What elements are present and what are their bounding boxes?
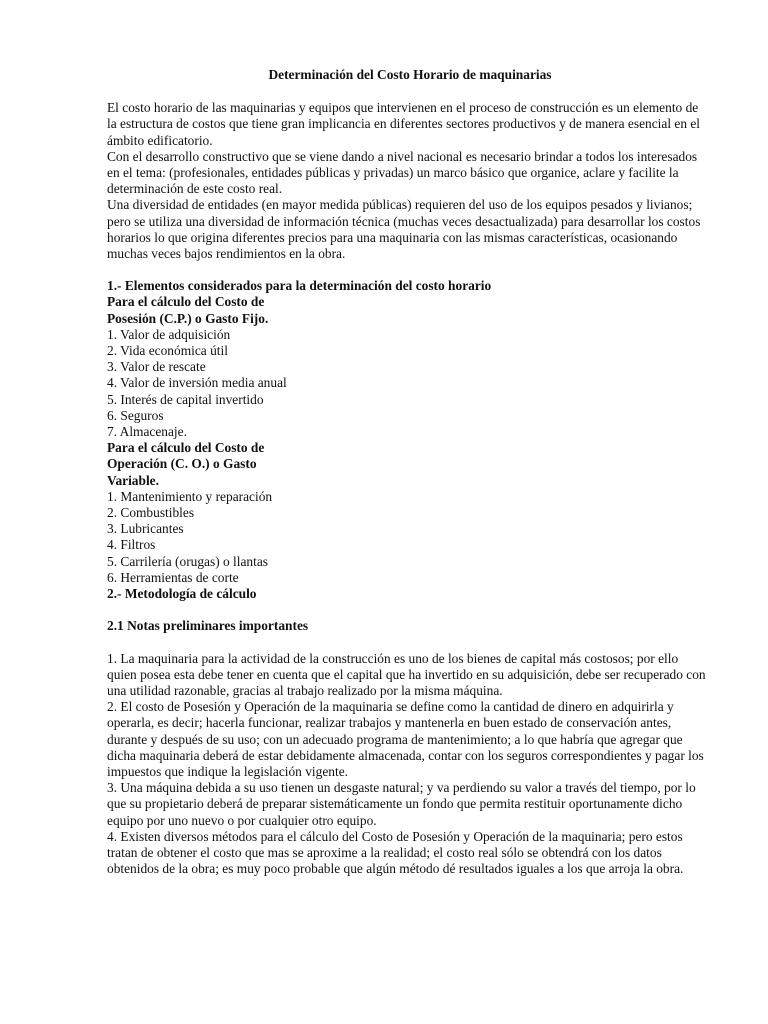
list-item: 7. Almacenaje.	[107, 424, 187, 440]
intro-section	[107, 100, 707, 262]
document-page	[107, 67, 707, 877]
list-item: 2. Combustibles	[107, 505, 195, 521]
posesion-heading-line1: Para el cálculo del Costo de	[107, 294, 265, 310]
section-methodology	[107, 586, 707, 877]
note-paragraph: 1. La maquinaria para la actividad de la construcción es uno de los bienes de capital más costosos; por ello quien posea esta debe tener en cuenta que el capital que ha invertido en su adquisición, debe ser recuperado con una utilidad razonable, gracias al trabajo realizado por la misma máquina.	[107, 650, 706, 698]
operacion-list	[107, 489, 707, 586]
operacion-heading-line3: Variable.	[107, 472, 159, 488]
list-item: 6. Herramientas de corte	[107, 569, 239, 585]
document-title: Determinación del Costo Horario de maquinarias	[268, 67, 552, 82]
note-paragraph: 4. Existen diversos métodos para el cálculo del Costo de Posesión y Operación de la maquinaria; pero estos tratan de obtener el costo que mas se aproxime a la realidad; el costo real sólo se obtendrá con los datos obtenidos de la obra; es muy poco probable que algún método dé resultados iguales a los que arroja la obra.	[107, 828, 684, 877]
section-1-heading: 1.- Elementos considerados para la determinación del costo horario	[107, 278, 492, 294]
posesion-list	[107, 327, 707, 440]
list-item: 1. Valor de adquisición	[107, 326, 231, 342]
list-item: 1. Mantenimiento y reparación	[107, 488, 273, 504]
list-item: 6. Seguros	[107, 407, 164, 423]
list-item: 4. Filtros	[107, 537, 156, 553]
operacion-heading-line2: Operación (C. O.) o Gasto	[107, 456, 257, 472]
operacion-heading-line1: Para el cálculo del Costo de	[107, 440, 265, 456]
list-item: 5. Interés de capital invertido	[107, 391, 264, 407]
list-item: 2. Vida económica útil	[107, 343, 228, 359]
note-paragraph: 2. El costo de Posesión y Operación de la maquinaria se define como la cantidad de dinero en adquirirla y operarla, es decir; hacerla funcionar, realizar trabajos y mantenerla en buen estado de conservación antes, durante y después de su uso; con un adecuado programa de mantenimiento; a lo que habría que agregar que dicha maquinaria deberá de estar debidamente almacenada, contar con los seguros correspondientes y pagar los impuestos que indique la legislación vigente.	[107, 699, 704, 779]
intro-paragraph: Con el desarrollo constructivo que se viene dando a nivel nacional es necesario brindar a todos los interesados en el tema: (profesionales, entidades públicas y privadas) un marco básico que organice, aclare y facilite la determinación de este costo real.	[107, 148, 698, 197]
intro-paragraph: El costo horario de las maquinarias y equipos que intervienen en el proceso de construcción es un elemento de la estructura de costos que tiene gran implicancia en diferentes sectores productivos y de manera esencial en el ámbito edificatorio.	[107, 100, 701, 148]
list-item: 5. Carrilería (orugas) o llantas	[107, 553, 269, 569]
section-elements	[107, 278, 707, 586]
section-2-heading: 2.- Metodología de cálculo	[107, 586, 257, 602]
section-2-1-heading: 2.1 Notas preliminares importantes	[107, 618, 309, 634]
list-item: 4. Valor de inversión media anual	[107, 375, 287, 391]
intro-paragraph: Una diversidad de entidades (en mayor medida públicas) requieren del uso de los equipos pesados y livianos; pero se utiliza una diversidad de información técnica (muchas veces desactualizada) para desarrollar los costos horarios lo que origina diferentes precios para una maquinaria con las mismas características, ocasionando muchas veces bajos rendimientos en la obra.	[107, 197, 701, 262]
posesion-heading-line2: Posesión (C.P.) o Gasto Fijo.	[107, 310, 269, 326]
list-item: 3. Valor de rescate	[107, 359, 206, 375]
list-item: 3. Lubricantes	[107, 521, 184, 537]
note-paragraph: 3. Una máquina debida a su uso tienen un desgaste natural; y va perdiendo su valor a través del tiempo, por lo que su propietario deberá de preparar sistemáticamente un fondo que permita restituir oportunamente dicho equipo por uno nuevo o por cualquier otro equipo.	[107, 780, 696, 828]
